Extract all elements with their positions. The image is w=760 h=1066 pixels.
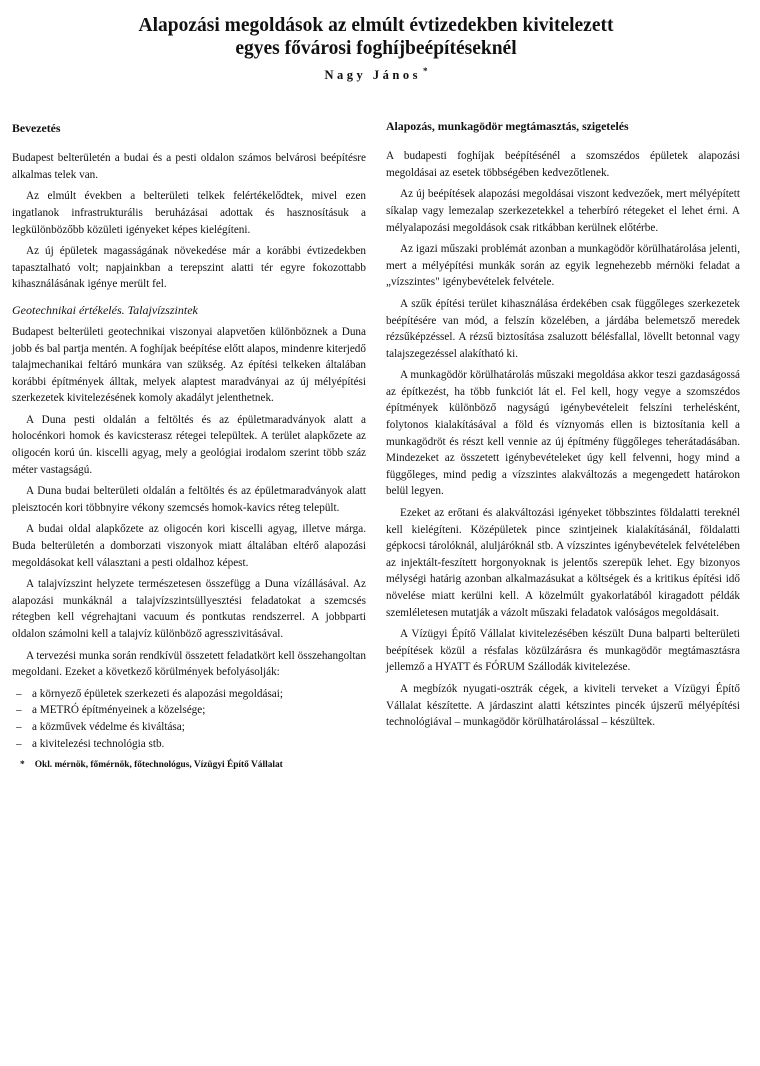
paragraph: Az igazi műszaki problémát azonban a munkagödör körülhatárolása jelenti, mert a mélyépítési munkák során az egyik legnehezebb mérnöki feladat a „vízszintes" igénybevételek felvétele. xyxy=(386,243,740,289)
author-line xyxy=(12,66,740,83)
left-column xyxy=(12,121,366,770)
paragraph: A munkagödör körülhatárolás műszaki megoldása akkor teszi gazdaságossá az építkezést, ha több funkciót lát el. Fel kell, hogy vegye a szomszédos építmények különböző nagyságú igénybevételeit felszíni terhelésként, folytonos kialakításával a föld és víznyomás ellen is biztosítania kell a munkagödröt és részt kell vennie az új építmény függőleges teherátadásában. Mindezeket az összetett igénybevételeket úgy kell felvenni, hogy mind a függőleges, mind pedig a vízszintes alakváltozás a megengedett határokon belül legyen. xyxy=(386,369,740,498)
footnote-mark: * xyxy=(20,760,25,771)
section-heading-geotechnika: Geotechnikai értékelés. Talajvízszintek xyxy=(12,302,198,317)
title-line-1: Alapozási megoldások az elmúlt évtizedekben kivitelezett xyxy=(138,15,614,36)
two-column-body xyxy=(12,121,740,770)
list-item: – a környező épületek szerkezeti és alapozási megoldásai; xyxy=(12,686,366,703)
list-item: – a METRÓ építményeinek a közelsége; xyxy=(12,702,366,719)
paragraph: A talajvízszint helyzete természetesen összefügg a Duna vízállásával. Az alapozási munkáknál a talajvízszintsüllyesztési feladatokat a szemcsés rétegben kell végrehajtani vacuum és pontkutas rendszerrel. A jobbparti oldalon számolni kell a talajvíz különböző agresszivitásával. xyxy=(12,578,366,640)
paragraph: A budai oldal alapkőzete az oligocén kori kiscelli agyag, illetve márga. Buda belterületén a domborzati viszonyok miatt általában eltérő alapozási megoldásokat kell választani a pesti oldalhoz képest. xyxy=(12,523,366,569)
section-heading-bevezetes: Bevezetés xyxy=(12,121,61,136)
paper-title xyxy=(12,14,740,60)
list-item: – a közművek védelme és kiváltása; xyxy=(12,719,366,736)
paragraph: Budapest belterületén a budai és a pesti oldalon számos belvárosi beépítésre alkalmas telek van. xyxy=(12,152,366,181)
paragraph: A tervezési munka során rendkívül összetett feladatkört kell összehangoltan megoldani. Ezeket a következő körülmények befolyásolják: xyxy=(12,649,366,679)
author-footnote-mark: * xyxy=(422,66,428,76)
list-item: – a kivitelezési technológia stb. xyxy=(12,736,366,753)
paragraph: A Duna budai belterületi oldalán a feltöltés és az épületmaradványok alatt pleisztocén kori többnyire vékony szemcsés homok-kavics réteg települt. xyxy=(12,485,366,514)
paragraph: A Duna pesti oldalán a feltöltés és az épületmaradványok alatt a holocénkori homok és kavicsterasz rétegei települtek. A terület alapkőzete az oligocén korú ún. kiscelli agyag, mely a geológiai irodalom szerint több száz méter vastagságú. xyxy=(12,413,366,476)
title-line-2: egyes fővárosi foghíjbeépítéseknél xyxy=(235,38,517,59)
footnote-text: Okl. mérnök, főmérnök, főtechnológus, Vízügyi Építő Vállalat xyxy=(34,760,283,771)
right-column xyxy=(386,119,740,770)
paragraph: Az elmúlt években a belterületi telkek felértékelődtek, mivel ezen ingatlanok infrastrukturális beruházásai adottak és hasznosításuk a legkülönbözőbb közületi igényeket képes kielégíteni. xyxy=(12,190,366,236)
paragraph: Budapest belterületi geotechnikai viszonyai alapvetően különböznek a Duna jobb és bal partja mentén. A foghíjak beépítése előtt alapos, mindenre kiterjedő talajmechanikai feltáró munkára van szükség. Az építési telkeken általában korábbi építmények álltak, melyek alaptest maradványai az új mélyépítési szerkezetek kivitelezésének komoly akadályt jelenthetnek. xyxy=(12,325,366,405)
paragraph: Az új beépítések alapozási megoldásai viszont kedvezőek, mert mélyépített síkalap vagy lemezalap szerkezetekkel a teherbíró rétegeket el lehet érni. A mélyalapozási megoldások csak ritkábban kerülnek előtérbe. xyxy=(386,188,740,234)
paragraph: Az új épületek magasságának növekedése már a korábbi évtizedekben tapasztalható volt; napjainkban a terepszint alatti tér egyre fokozottabb kihasználásának igénye merült fel. xyxy=(12,245,366,291)
paragraph: A megbízók nyugati-osztrák cégek, a kiviteli terveket a Vízügyi Építő Vállalat készítette. A járdaszint alatti kétszintes pincék újszerű mélyépítési technológiával – munkagödör körülhatárolással – készültek. xyxy=(386,682,740,729)
footnote xyxy=(12,760,366,770)
paragraph: A budapesti foghíjak beépítésénél a szomszédos épületek alapozási megoldásai az esetek többségében kedvezőtlenek. xyxy=(386,150,740,179)
author-name: Nagy János xyxy=(324,68,421,83)
paragraph: A szűk építési terület kihasználása érdekében csak függőleges szerkezetek beépítésére van mód, a felszín közelében, a járdába belemetsző meredek rézsűképzéssel. A rézsű biztosítása zsaluzott bélésfallal, lövellt betonnal vagy talajszegezéssel alakítható ki. xyxy=(386,297,740,360)
paragraph: A Vízügyi Építő Vállalat kivitelezésében készült Duna balparti belterületi beépítések közül a résfalas közülzárásra és munkagödör megtámasztásra jellemző a HYATT és FÓRUM Szállodák kivitelezése. xyxy=(386,628,740,674)
conditions-list xyxy=(12,686,366,752)
paragraph: Ezeket az erőtani és alakváltozási igényeket többszintes földalatti tereknél kell kielégíteni. Középületek pince szintjeinek kialakításánál, földalatti gépkocsi tárolóknál, aluljáróknál stb. A vízszintes igénybevételek felvételében az injektált-feszített horgonyoknak is jelentős szerepük lehet. Egy bizonyos mélységi határig azonban alkalmazásukat a költségek és a kritikus építési idő növelése miatt kerülni kell. A közelmúlt gyakorlatából kiragadott példák szemléletesen mutatják a vázolt műszaki feladatok valóságos megoldásait. xyxy=(386,507,740,619)
section-heading-alapozas: Alapozás, munkagödör megtámasztás, szigetelés xyxy=(386,119,629,134)
